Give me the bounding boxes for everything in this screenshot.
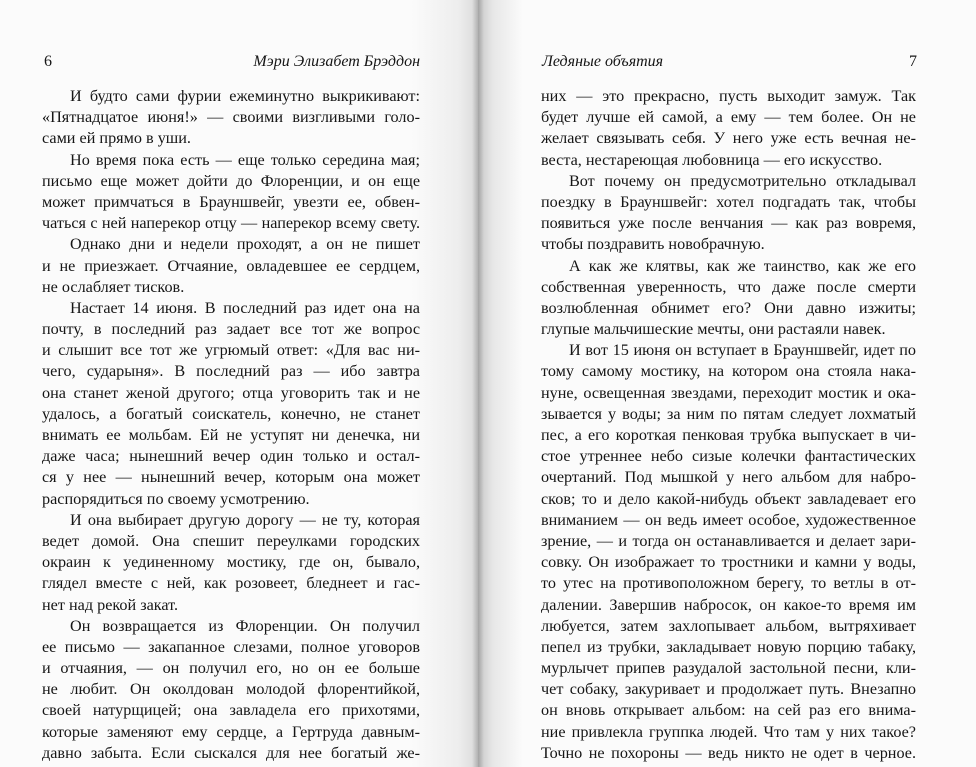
text-line: стое утреннее небо сизые колечки фантастических <box>541 447 916 466</box>
right-page <box>478 0 976 767</box>
text-line: почту, в последний раз задает все тот же вопрос <box>42 320 420 339</box>
right-page-number: 7 <box>909 53 917 70</box>
text-line: Однако дни и недели проходят, а он не пишет <box>70 235 420 254</box>
text-line: не ослабляет тисков. <box>42 277 185 296</box>
text-line: даже часа; нынешний вечер один только и остал- <box>42 447 420 466</box>
text-line: и слышит все тот же угрюмый ответ: «Для вас ни- <box>42 341 420 360</box>
left-page <box>0 0 478 767</box>
text-line: ведет домой. Она спешит переулками городских <box>42 531 420 550</box>
text-line: И вот 15 июня он вступает в Брауншвейг, идет по <box>569 341 916 360</box>
text-line: любуется, затем захлопывает альбом, вытряхивает <box>541 616 916 635</box>
text-line: чет собаку, закуривает и продолжает путь. Внезапно <box>541 680 916 699</box>
text-line: них — это прекрасно, пусть выходит замуж. Так <box>541 87 916 105</box>
text-line: пес, а его короткая пенковая трубка выпускает в чи- <box>541 426 916 444</box>
text-line: он вновь открывает альбом: на сей раз его внима- <box>541 701 916 720</box>
text-line: совку. Он изображает то тростники и камни у воды, <box>541 553 916 572</box>
text-line: чаться с ней наперекор отцу — наперекор всему свету. <box>42 214 420 233</box>
text-line: давно забыта. Если сыскался для нее богатый же- <box>42 743 420 762</box>
text-line: возлюбленная обнимет его? Они давно изжиты; <box>541 298 916 317</box>
text-line: глупые мальчишеские мечты, они растаяли навек. <box>541 320 886 339</box>
text-line: собственная уверенность, что даже после смерти <box>541 277 916 296</box>
text-line: желает связывать себя. У него уже есть вечная не- <box>541 129 916 148</box>
right-page-body <box>541 86 916 764</box>
text-line: Точно не похороны — ведь никто не одет в черное. <box>541 743 916 762</box>
text-line: Настает 14 июня. В последний раз идет она на <box>70 298 420 317</box>
text-line: сков; то и дело какой-нибудь объект завладевает его <box>541 489 916 508</box>
text-line: ее письмо — закапанное слезами, полное уговоров <box>42 637 420 656</box>
text-line: пепел из трубки, закладывает новую порцию табаку, <box>541 637 916 656</box>
text-line: ние привлекла группка людей. Что там у них такое? <box>541 722 916 741</box>
text-line: то утес на противоположном берегу, то ветлы в от- <box>541 574 916 593</box>
text-line: очертаний. Под мышкой у него альбом для набро- <box>541 468 916 487</box>
text-line: и не приезжает. Отчаяние, овладевшее ее сердцем, <box>42 256 420 275</box>
text-line: сами ей прямо в уши. <box>42 129 191 148</box>
text-line: зывается у воды; за ним по пятам следует лохматый <box>541 404 916 423</box>
text-line: будет лучше ей самой, а ему — тем более. Он не <box>541 108 916 127</box>
right-running-title: Ледяные объятия <box>542 53 664 70</box>
text-line: вниманием — он ведь имеет особое, художественное <box>541 510 916 529</box>
text-line: далении. Завершив набросок, он какое-то время им <box>541 595 916 614</box>
text-line: поездку в Брауншвейг: хотел подгадать так, чтобы <box>541 192 916 211</box>
text-line: чего, сударыня». В последний раз — ибо завтра <box>42 362 420 381</box>
text-line: удалось, а богатый соискатель, конечно, не станет <box>42 404 420 423</box>
text-line: ся у нее — нынешний вечер, которым она может <box>42 468 420 487</box>
text-line: нет над рекой закат. <box>42 595 179 614</box>
right-page-header <box>542 50 917 74</box>
text-line: письмо еще может дойти до Флоренции, и он еще <box>42 171 420 190</box>
text-line: «Пятнадцатое июня!» — своими визгливыми голо- <box>42 108 420 127</box>
text-line: внимать ее мольбам. Ей не уступят ни денечка, ни <box>42 426 420 444</box>
text-line: Он возвращается из Флоренции. Он получил <box>70 616 420 635</box>
text-line: веста, нестареющая любовница — его искусство. <box>541 150 883 169</box>
text-line: распорядиться по своему усмотрению. <box>42 489 310 508</box>
text-line: окраин к уединенному мостику, где он, бывало, <box>42 553 420 572</box>
text-line: И она выбирает другую дорогу — не ту, которая <box>70 510 420 529</box>
text-line: Но время пока есть — еще только середина мая; <box>70 150 420 169</box>
text-line: чтобы поздравить новобрачную. <box>541 235 765 254</box>
text-line: своей натурщицей; она завладела его прихотями, <box>42 701 420 720</box>
text-line: Вот почему он предусмотрительно откладывал <box>569 171 916 190</box>
text-line: И будто сами фурии ежеминутно выкрикивают: <box>70 87 420 105</box>
text-line: глядел вместе с ней, как розовеет, бледнеет и гас- <box>42 574 420 593</box>
text-line: нуне, освещенная звездами, переходит мостик и ока- <box>541 383 916 402</box>
left-page-number: 6 <box>44 53 52 70</box>
left-page-body <box>42 86 420 764</box>
text-line: появиться уже после венчания — как раз вовремя, <box>541 214 916 233</box>
text-line: зрение, — и тогда он останавливается и делает зари- <box>541 531 916 550</box>
text-line: не любит. Он околдован молодой флорентийкой, <box>42 680 420 699</box>
text-line: которые заменяют ему сердце, а Гертруда давным- <box>42 722 420 741</box>
text-line: мурлычет припев разудалой застольной песни, кли- <box>541 659 916 678</box>
text-line: и отчаяния, — он получил его, но он ее больше <box>42 659 420 678</box>
text-line: тому самому мостику, на котором она стояла нака- <box>541 362 916 381</box>
text-line: А как же клятвы, как же таинство, как же его <box>569 256 916 275</box>
left-running-title: Мэри Элизабет Брэддон <box>253 53 420 70</box>
text-line: может примчаться в Брауншвейг, увезти ее, обвен- <box>42 192 420 211</box>
left-page-header <box>40 50 420 74</box>
text-line: она станет женой другого; отца уговорить так и не <box>42 383 420 402</box>
